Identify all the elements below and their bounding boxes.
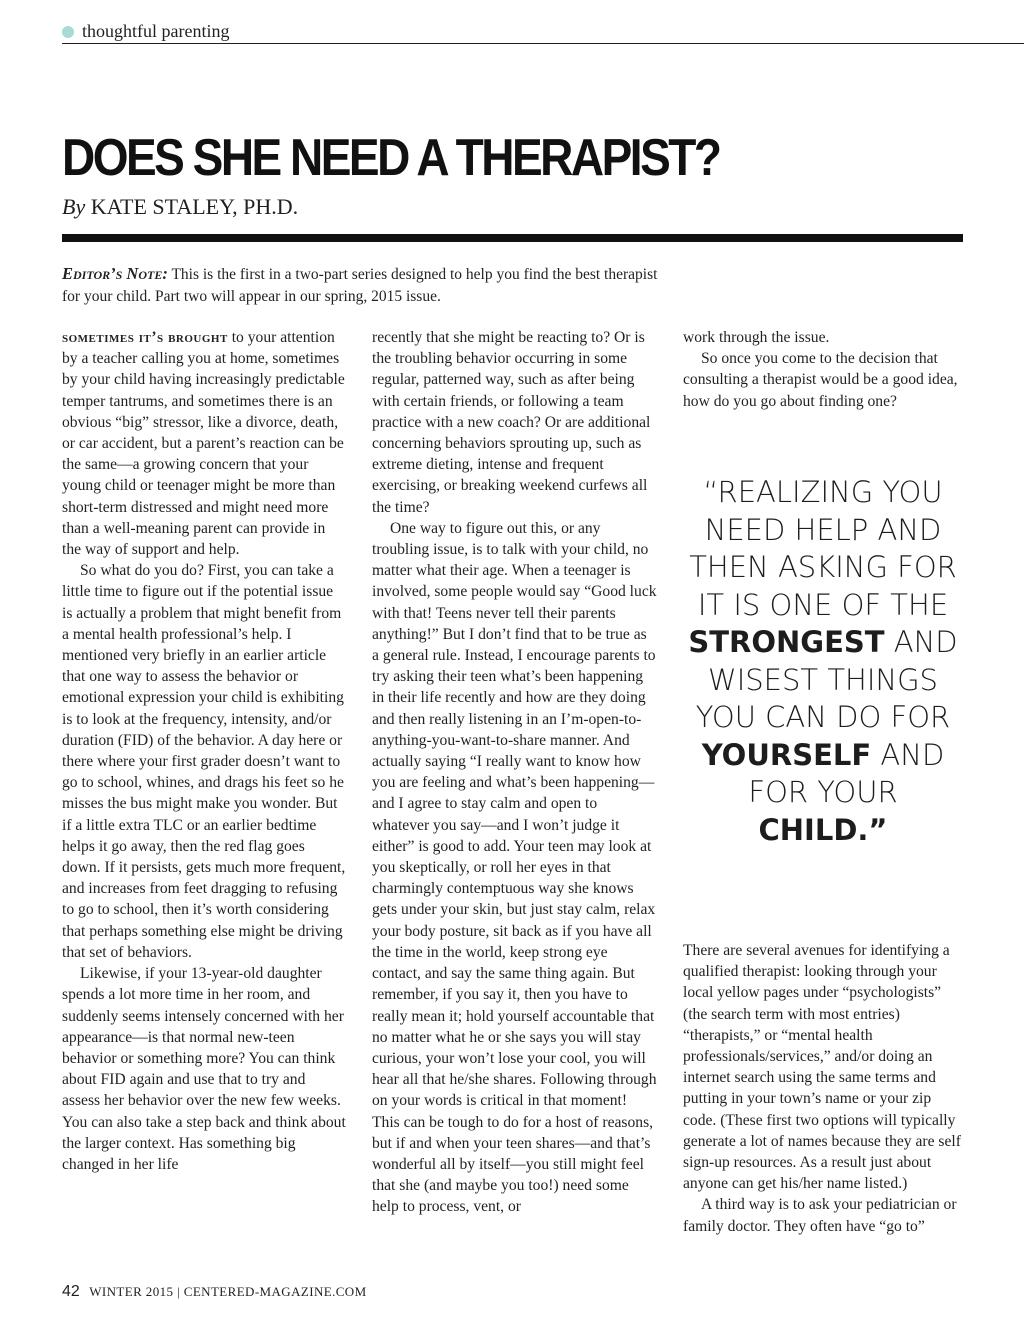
page-number: 42 xyxy=(62,1283,80,1300)
page-footer xyxy=(62,1283,367,1301)
pull-quote-emphasis: YOURSELF xyxy=(701,737,872,772)
body-paragraph: recently that she might be reacting to? Or is the troubling behavior occurring in some regular, patterned way, such as after being with certain friends, or following a team practice with a new coach? Or are additional concerning behaviors sprouting up, such as extreme dieting, intense and frequent exercising, or breaking weekend curfews all the time? xyxy=(372,329,651,516)
body-paragraph: So once you come to the decision that consulting a therapist would be a good idea, how do you go about finding one? xyxy=(683,350,958,410)
pull-quote-text: AND FOR YOUR xyxy=(748,737,945,809)
editor-note-label: Editor’s Note: xyxy=(62,264,168,283)
section-header xyxy=(62,20,1024,44)
editor-note-text: This is the first in a two-part series designed to help you find the best therapist for your child. Part two will appear in our spring, 2015 issue. xyxy=(62,266,658,305)
section-dot-icon xyxy=(62,26,74,38)
body-paragraph: So what do you do? First, you can take a little time to figure out if the potential issue is actually a problem that might benefit from a mental health professional’s help. I mentioned very briefly in an earlier article that one way to assess the behavior or emotional expression your child is exhibiting is to look at the frequency, intensity, and/or duration (FID) of the behavior. A day here or there where your first grader doesn’t want to go to school, whines, and drags his feet so he misses the bus might make you wonder. But if a little extra TLC or an earlier bedtime helps it go away, then the red flag goes down. If it persists, gets much more frequent, and increases from feet dragging to refusing to go to school, then it’s worth considering that perhaps something else might be driving that set of behaviors. xyxy=(62,562,346,961)
body-paragraph: A third way is to ask your pediatrician or family doctor. They often have “go to” xyxy=(683,1196,957,1235)
byline-prefix: By xyxy=(62,194,86,219)
article-title: DOES SHE NEED A THERAPIST? xyxy=(62,128,720,187)
pull-quote-emphasis: CHILD.” xyxy=(758,812,888,847)
section-label: thoughtful parenting xyxy=(82,21,230,41)
body-paragraph: One way to figure out this, or any troubling issue, is to talk with your child, no matter what their age. When a teenager is involved, some people would say “Good luck with that! Teens never tell their parents anything!” But I don’t find that to be true as a general rule. Instead, I encourage parents to try asking their teen what’s been happening in their life recently and how are they doing and then really listening in an I’m-open-to-anything-you-want-to-share manner. And actually saying “I really want to know how you are feeling and what’s been happening—and I agree to stay calm and open to whatever you say—and I won’t judge it either” is good to add. Your teen may look at you skeptically, or roll her eyes in that charmingly contemptuous way she knows gets under your skin, but just stay calm, relax your body posture, sit back as if you have all the time in the world, keep strong eye contact, and say the same thing again. But remember, if you say it, then you have to really mean it; hold yourself accountable that no matter what he or she says you will stay curious, your won’t lose your cool, you will hear all that he/she shares. Following through on your words is critical in that moment! This can be tough to do for a host of reasons, but if and when your teen shares—and that’s wonderful all by itself—you still might feel that she (and maybe you too!) need some help to process, vent, or xyxy=(372,519,657,1216)
author-name: KATE STALEY, PH.D. xyxy=(90,194,299,219)
pull-quote-text: AND WISEST THINGS YOU CAN DO FOR xyxy=(695,625,958,734)
body-column-3 xyxy=(683,327,968,412)
body-column-2 xyxy=(372,327,657,1218)
pull-quote-emphasis: STRONGEST xyxy=(688,625,885,659)
body-paragraph: There are several avenues for identifying a qualified therapist: looking through your local yellow pages under “psychologists” (the search term with most entries) “therapists,” or “mental health professionals/services,” and/or doing an internet search using the same terms and putting in your town’s name or your zip code. (These first two options will typically generate a lot of names because they are self sign-up resources. As a result just about anyone can get his/her name listed.) xyxy=(683,942,961,1193)
body-paragraph: Likewise, if your 13-year-old daughter spends a lot more time in her room, and suddenly seems intensely concerned with her appearance—is that normal new-teen behavior or something more? You can think about FID again and use that to try and assess her behavior over the new few weeks. You can also take a step back and think about the larger context. Has something big changed in her life xyxy=(62,965,346,1173)
body-paragraph xyxy=(62,327,347,560)
pull-quote xyxy=(683,474,963,849)
issue-label: WINTER 2015 xyxy=(89,1284,174,1299)
pull-quote-text: “REALIZING YOU NEED HELP AND THEN ASKING FOR IT IS ONE OF THE xyxy=(689,475,957,622)
body-text: to your attention by a teacher calling you at home, sometimes by your child having increasingly predictable temper tantrums, and sometimes there is an obvious “big” stressor, like a divorce, death, or car accident, but a parent’s reaction can be the same—a growing concern that your young child or teenager might be more than short-term distressed and might need more than a well-meaning parent can provide in the way of support and help. xyxy=(62,329,345,559)
footer-separator: | xyxy=(177,1284,181,1299)
site-link[interactable]: CENTERED-MAGAZINE.COM xyxy=(183,1284,367,1299)
body-paragraph: work through the issue. xyxy=(683,329,830,346)
lead-in: sometimes it’s brought xyxy=(62,329,228,346)
editor-note xyxy=(62,263,662,308)
title-divider xyxy=(62,234,963,242)
byline xyxy=(62,192,298,222)
body-column-3-lower xyxy=(683,940,968,1237)
body-column-1 xyxy=(62,327,347,1175)
